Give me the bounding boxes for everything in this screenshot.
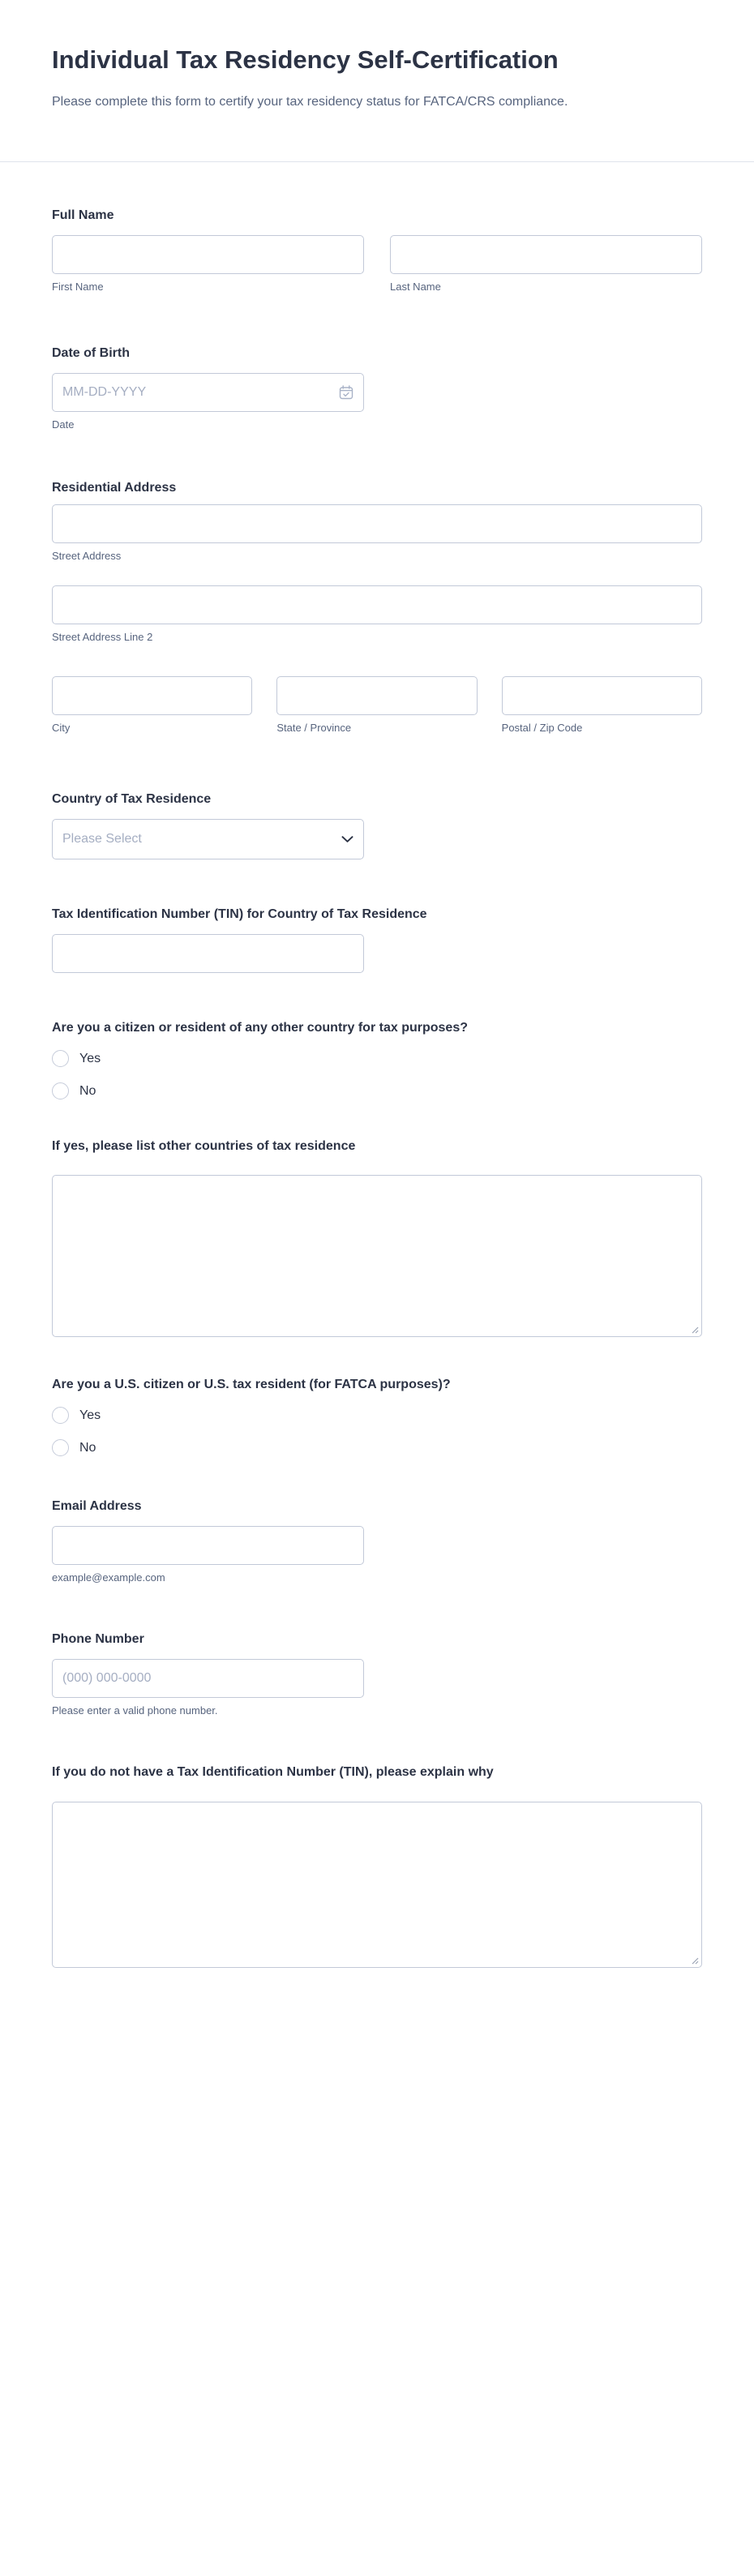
field-full-name: [52, 206, 702, 294]
city-input[interactable]: [52, 676, 252, 715]
form-body: [0, 162, 754, 1968]
tin-label: Tax Identification Number (TIN) for Country of Tax Residence: [52, 907, 427, 921]
street-address2-sublabel: Street Address Line 2: [52, 630, 153, 643]
street-address-input[interactable]: [52, 504, 702, 543]
other-countries-textarea[interactable]: [52, 1175, 702, 1337]
other-countries-list-label: If yes, please list other countries of tax residence: [52, 1138, 356, 1153]
address-label: Residential Address: [52, 480, 177, 495]
page-title: Individual Tax Residency Self-Certification: [52, 45, 559, 74]
field-other-countries-list: [52, 1137, 702, 1337]
form-subtitle: Please complete this form to certify your tax residency status for FATCA/CRS compliance.: [52, 95, 568, 109]
us-citizen-question-label: Are you a U.S. citizen or U.S. tax resident (for FATCA purposes)?: [52, 1377, 451, 1391]
field-residential-address: [52, 478, 702, 735]
radio-yes-label: Yes: [79, 1408, 101, 1422]
field-us-citizen-question: [52, 1375, 702, 1458]
field-tin: [52, 905, 702, 973]
us-citizen-radio-no[interactable]: [52, 1438, 702, 1458]
postal-zip-input[interactable]: [502, 676, 702, 715]
first-name-input[interactable]: [52, 235, 364, 274]
state-province-sublabel: State / Province: [276, 721, 352, 734]
other-country-radio-no[interactable]: [52, 1082, 702, 1101]
radio-circle-icon[interactable]: [52, 1050, 69, 1067]
field-date-of-birth: [52, 344, 702, 431]
last-name-sublabel: Last Name: [390, 280, 441, 293]
phone-input[interactable]: [52, 1659, 364, 1698]
other-country-radio-group: [52, 1049, 702, 1101]
full-name-label: Full Name: [52, 208, 114, 222]
no-tin-reason-label: If you do not have a Tax Identification Number (TIN), please explain why: [52, 1764, 494, 1779]
field-country-of-tax-residence: [52, 790, 702, 859]
field-other-country-question: [52, 1018, 702, 1101]
radio-no-label: No: [79, 1440, 96, 1455]
email-label: Email Address: [52, 1498, 142, 1513]
country-label: Country of Tax Residence: [52, 791, 212, 806]
dob-label: Date of Birth: [52, 345, 130, 360]
form-header: [0, 0, 754, 162]
street-address2-input[interactable]: [52, 585, 702, 624]
postal-zip-sublabel: Postal / Zip Code: [501, 721, 583, 734]
street-address-sublabel: Street Address: [52, 549, 122, 562]
last-name-input[interactable]: [390, 235, 702, 274]
phone-label: Phone Number: [52, 1631, 144, 1646]
dob-input[interactable]: [52, 373, 364, 412]
email-input[interactable]: [52, 1526, 364, 1565]
no-tin-reason-textarea[interactable]: [52, 1802, 702, 1968]
other-country-radio-yes[interactable]: [52, 1049, 702, 1069]
country-select[interactable]: [52, 819, 364, 859]
radio-circle-icon[interactable]: [52, 1407, 69, 1424]
city-sublabel: City: [52, 721, 71, 734]
us-citizen-radio-yes[interactable]: [52, 1406, 702, 1425]
radio-yes-label: Yes: [79, 1051, 101, 1065]
phone-sublabel: Please enter a valid phone number.: [52, 1704, 218, 1717]
email-sublabel: example@example.com: [52, 1571, 165, 1584]
state-province-input[interactable]: [276, 676, 477, 715]
radio-no-label: No: [79, 1083, 96, 1098]
us-citizen-radio-group: [52, 1406, 702, 1458]
radio-circle-icon[interactable]: [52, 1082, 69, 1099]
field-email: [52, 1497, 702, 1584]
tin-input[interactable]: [52, 934, 364, 973]
first-name-sublabel: First Name: [52, 280, 104, 293]
radio-circle-icon[interactable]: [52, 1439, 69, 1456]
dob-sublabel: Date: [52, 418, 75, 431]
field-no-tin-reason: [52, 1763, 702, 1968]
other-country-question-label: Are you a citizen or resident of any other country for tax purposes?: [52, 1020, 468, 1035]
field-phone: [52, 1630, 702, 1717]
